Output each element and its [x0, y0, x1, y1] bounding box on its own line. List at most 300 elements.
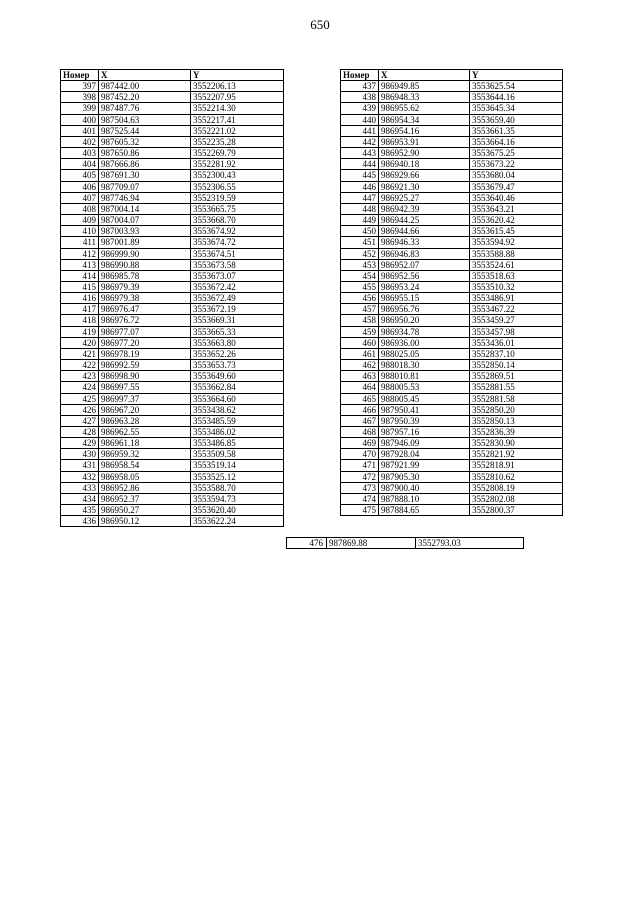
- cell-x: 986953.91: [379, 136, 470, 147]
- table-row: [341, 237, 563, 248]
- cell-y: 3552306.55: [191, 181, 284, 192]
- cell-x: 986950.12: [99, 516, 191, 527]
- cell-x: 987905.30: [379, 471, 470, 482]
- table-row: [61, 293, 284, 304]
- table-row: [341, 471, 563, 482]
- table-header-row: [61, 70, 284, 81]
- cell-y: 3552802.08: [470, 493, 563, 504]
- cell-y: 3552793.03: [418, 538, 461, 548]
- cell-number: 430: [61, 449, 99, 460]
- cell-number: 451: [341, 237, 379, 248]
- cell-y: 3553594.73: [191, 493, 284, 504]
- cell-y: 3553620.42: [470, 215, 563, 226]
- cell-number: 446: [341, 181, 379, 192]
- cell-y: 3553652.26: [191, 348, 284, 359]
- table-row: [61, 337, 284, 348]
- cell-number: 437: [341, 81, 379, 92]
- cell-y: 3553665.75: [191, 203, 284, 214]
- cell-number: 399: [61, 103, 99, 114]
- cell-number: 413: [61, 259, 99, 270]
- table-row: [61, 181, 284, 192]
- cell-y: 3553640.46: [470, 192, 563, 203]
- cell-x: 986961.18: [99, 438, 191, 449]
- cell-x: 987001.89: [99, 237, 191, 248]
- table-row: [61, 192, 284, 203]
- cell-number: 464: [341, 382, 379, 393]
- cell-x: 986940.18: [379, 159, 470, 170]
- cell-y: 3553625.54: [470, 81, 563, 92]
- table-row: [341, 259, 563, 270]
- table-row: [341, 103, 563, 114]
- table-row: [61, 460, 284, 471]
- cell-number: 424: [61, 382, 99, 393]
- cell-number: 463: [341, 371, 379, 382]
- table-row: [341, 482, 563, 493]
- cell-number: 421: [61, 348, 99, 359]
- table-row: [341, 460, 563, 471]
- table-row: [341, 170, 563, 181]
- cell-x: 986936.00: [379, 337, 470, 348]
- cell-y: 3553669.31: [191, 315, 284, 326]
- cell-x: 988025.05: [379, 348, 470, 359]
- table-row: [341, 449, 563, 460]
- coordinates-table-right: [340, 69, 563, 516]
- table-row: [341, 159, 563, 170]
- cell-y: 3553668.70: [191, 215, 284, 226]
- cell-number: 418: [61, 315, 99, 326]
- table-row: [341, 81, 563, 92]
- header-x: X: [99, 70, 191, 81]
- cell-x: 988010.81: [379, 371, 470, 382]
- cell-y: 3553665.33: [191, 326, 284, 337]
- cell-x: 986955.15: [379, 293, 470, 304]
- cell-x: 986952.86: [99, 482, 191, 493]
- cell-number: 452: [341, 248, 379, 259]
- cell-y: 3552207.95: [191, 92, 284, 103]
- table-row: [61, 471, 284, 482]
- table-row: [61, 493, 284, 504]
- cell-y: 3552281.92: [191, 159, 284, 170]
- cell-y: 3553467.22: [470, 304, 563, 315]
- cell-x: 986925.27: [379, 192, 470, 203]
- cell-x: 987691.30: [99, 170, 191, 181]
- cell-number: 468: [341, 427, 379, 438]
- cell-x: 986997.55: [99, 382, 191, 393]
- cell-number: 420: [61, 337, 99, 348]
- table-row: [341, 493, 563, 504]
- table-row: [341, 148, 563, 159]
- cell-y: 3553510.32: [470, 281, 563, 292]
- table-row: [61, 226, 284, 237]
- cell-x: 987487.76: [99, 103, 191, 114]
- cell-y: 3552869.51: [470, 371, 563, 382]
- cell-y: 3553663.80: [191, 337, 284, 348]
- table-row: [341, 215, 563, 226]
- cell-number: 456: [341, 293, 379, 304]
- cell-x: 987950.39: [379, 415, 470, 426]
- cell-y: 3553649.60: [191, 371, 284, 382]
- cell-y: 3553644.16: [470, 92, 563, 103]
- cell-number: 400: [61, 114, 99, 125]
- cell-x: 986963.28: [99, 415, 191, 426]
- cell-y: 3552221.02: [191, 125, 284, 136]
- cell-y: 3552850.14: [470, 360, 563, 371]
- cell-number: 439: [341, 103, 379, 114]
- cell-y: 3553664.16: [470, 136, 563, 147]
- cell-number: 434: [61, 493, 99, 504]
- table-row: [341, 427, 563, 438]
- table-row: [341, 326, 563, 337]
- cell-number: 419: [61, 326, 99, 337]
- cell-x: 986948.33: [379, 92, 470, 103]
- cell-y: 3553438.62: [191, 404, 284, 415]
- cell-x: 988005.45: [379, 393, 470, 404]
- cell-x: 986952.37: [99, 493, 191, 504]
- cell-number: 442: [341, 136, 379, 147]
- table-row: [341, 281, 563, 292]
- table-row: [61, 92, 284, 103]
- cell-y: 3553645.34: [470, 103, 563, 114]
- table-row: [61, 136, 284, 147]
- cell-x: 986976.72: [99, 315, 191, 326]
- header-y: Y: [470, 70, 563, 81]
- cell-x: 987605.32: [99, 136, 191, 147]
- table-row: [61, 304, 284, 315]
- cell-number: 462: [341, 360, 379, 371]
- cell-number: 398: [61, 92, 99, 103]
- cell-y: 3552206.13: [191, 81, 284, 92]
- cell-number: 414: [61, 270, 99, 281]
- table-row: [61, 505, 284, 516]
- cell-number: 403: [61, 148, 99, 159]
- table-row: [61, 449, 284, 460]
- table-row: [341, 337, 563, 348]
- cell-y: 3553622.24: [191, 516, 284, 527]
- cell-y: 3553525.12: [191, 471, 284, 482]
- cell-x: 987900.40: [379, 482, 470, 493]
- cell-x: 986952.07: [379, 259, 470, 270]
- cell-number: 461: [341, 348, 379, 359]
- cell-number: 405: [61, 170, 99, 181]
- cell-x: 986977.20: [99, 337, 191, 348]
- cell-x: 986946.33: [379, 237, 470, 248]
- cell-number: 438: [341, 92, 379, 103]
- cell-x: 986999.90: [99, 248, 191, 259]
- table-row: [341, 438, 563, 449]
- cell-number: 425: [61, 393, 99, 404]
- cell-number: 455: [341, 281, 379, 292]
- cell-number: 431: [61, 460, 99, 471]
- table-header-row: [341, 70, 563, 81]
- cell-y: 3553594.92: [470, 237, 563, 248]
- cell-number: 445: [341, 170, 379, 181]
- cell-x: 986976.47: [99, 304, 191, 315]
- cell-number: 436: [61, 516, 99, 527]
- cell-x: 986949.85: [379, 81, 470, 92]
- cell-y: 3553588.88: [470, 248, 563, 259]
- cell-y: 3553672.49: [191, 293, 284, 304]
- cell-number: 472: [341, 471, 379, 482]
- cell-number: 467: [341, 415, 379, 426]
- cell-y: 3552808.19: [470, 482, 563, 493]
- cell-x: 986967.20: [99, 404, 191, 415]
- table-row: [341, 226, 563, 237]
- cell-x: 986952.56: [379, 270, 470, 281]
- cell-y: 3552217.41: [191, 114, 284, 125]
- table-row: [61, 159, 284, 170]
- cell-y: 3553620.40: [191, 505, 284, 516]
- cell-y: 3553679.47: [470, 181, 563, 192]
- table-row: [61, 348, 284, 359]
- cell-x: 986998.90: [99, 371, 191, 382]
- cell-x: 986979.39: [99, 281, 191, 292]
- table-row: [61, 438, 284, 449]
- table-row: [341, 304, 563, 315]
- cell-x: 987004.07: [99, 215, 191, 226]
- cell-y: 3553436.01: [470, 337, 563, 348]
- cell-number: 447: [341, 192, 379, 203]
- table-row: [61, 148, 284, 159]
- cell-y: 3553457.98: [470, 326, 563, 337]
- table-row-476: [286, 537, 524, 549]
- cell-x: 987946.09: [379, 438, 470, 449]
- cell-number: 457: [341, 304, 379, 315]
- cell-number: 423: [61, 371, 99, 382]
- cell-x: 987950.41: [379, 404, 470, 415]
- cell-y: 3553673.07: [191, 270, 284, 281]
- table-row: [61, 81, 284, 92]
- table-row: [61, 404, 284, 415]
- cell-y: 3553672.42: [191, 281, 284, 292]
- cell-x: 987452.20: [99, 92, 191, 103]
- cell-y: 3552269.79: [191, 148, 284, 159]
- cell-y: 3553486.85: [191, 438, 284, 449]
- cell-y: 3553653.73: [191, 360, 284, 371]
- cell-x: 986921.30: [379, 181, 470, 192]
- cell-x: 986962.55: [99, 427, 191, 438]
- cell-number: 426: [61, 404, 99, 415]
- cell-x: 986979.38: [99, 293, 191, 304]
- table-row: [341, 136, 563, 147]
- table-row: [61, 371, 284, 382]
- table-row: [61, 315, 284, 326]
- cell-y: 3553524.61: [470, 259, 563, 270]
- table-row: [61, 326, 284, 337]
- table-row: [61, 270, 284, 281]
- cell-x: 987666.86: [99, 159, 191, 170]
- table-row: [61, 281, 284, 292]
- cell-number: 407: [61, 192, 99, 203]
- table-row: [61, 516, 284, 527]
- cell-y: 3552836.39: [470, 427, 563, 438]
- cell-number: 435: [61, 505, 99, 516]
- cell-x: 986959.32: [99, 449, 191, 460]
- cell-x: 986956.76: [379, 304, 470, 315]
- cell-number: 458: [341, 315, 379, 326]
- table-row: [61, 248, 284, 259]
- cell-number: 443: [341, 148, 379, 159]
- cell-x: 987921.99: [379, 460, 470, 471]
- cell-y: 3552850.13: [470, 415, 563, 426]
- table-row: [61, 393, 284, 404]
- cell-x: 987709.07: [99, 181, 191, 192]
- coordinates-table-left: [60, 69, 284, 527]
- table-row: [61, 170, 284, 181]
- cell-x: 986946.83: [379, 248, 470, 259]
- table-row: [341, 371, 563, 382]
- cell-y: 3552850.20: [470, 404, 563, 415]
- cell-y: 3553662.84: [191, 382, 284, 393]
- cell-y: 3552837.10: [470, 348, 563, 359]
- cell-x: 986929.66: [379, 170, 470, 181]
- table-row: [341, 270, 563, 281]
- cell-number: 432: [61, 471, 99, 482]
- cell-y: 3553680.04: [470, 170, 563, 181]
- cell-number: 473: [341, 482, 379, 493]
- cell-x: 987869.88: [327, 538, 416, 548]
- cell-y: 3553588.70: [191, 482, 284, 493]
- cell-x: 986944.66: [379, 226, 470, 237]
- table-row: [341, 248, 563, 259]
- table-row: [341, 114, 563, 125]
- cell-y: 3552300.43: [191, 170, 284, 181]
- cell-y: 3552319.59: [191, 192, 284, 203]
- cell-y: 3553519.14: [191, 460, 284, 471]
- cell-x: 988018.30: [379, 360, 470, 371]
- cell-x: 987504.63: [99, 114, 191, 125]
- cell-x: 987746.94: [99, 192, 191, 203]
- cell-y: 3552818.91: [470, 460, 563, 471]
- cell-y: 3553485.59: [191, 415, 284, 426]
- table-row: [61, 415, 284, 426]
- cell-x: 986950.27: [99, 505, 191, 516]
- cell-number: 433: [61, 482, 99, 493]
- cell-y: 3553673.22: [470, 159, 563, 170]
- cell-number: 465: [341, 393, 379, 404]
- cell-y: 3553675.25: [470, 148, 563, 159]
- table-row: [341, 181, 563, 192]
- cell-y: 3553674.72: [191, 237, 284, 248]
- header-x: X: [379, 70, 470, 81]
- cell-number: 441: [341, 125, 379, 136]
- cell-y: 3553661.35: [470, 125, 563, 136]
- table-row: [341, 415, 563, 426]
- cell-number: 444: [341, 159, 379, 170]
- cell-y: 3552810.62: [470, 471, 563, 482]
- table-row: [341, 203, 563, 214]
- cell-number: 422: [61, 360, 99, 371]
- cell-number: 448: [341, 203, 379, 214]
- cell-x: 986952.90: [379, 148, 470, 159]
- cell-number: 469: [341, 438, 379, 449]
- cell-y: 3553459.27: [470, 315, 563, 326]
- cell-number: 453: [341, 259, 379, 270]
- cell-number: 416: [61, 293, 99, 304]
- table-row: [61, 103, 284, 114]
- cell-number: 401: [61, 125, 99, 136]
- cell-y: 3552881.55: [470, 382, 563, 393]
- cell-x: 986977.07: [99, 326, 191, 337]
- cell-y: 3553673.58: [191, 259, 284, 270]
- cell-x: 986985.78: [99, 270, 191, 281]
- cell-number: 404: [61, 159, 99, 170]
- cell-y: 3553486.91: [470, 293, 563, 304]
- cell-y: 3552235.28: [191, 136, 284, 147]
- cell-x: 986990.88: [99, 259, 191, 270]
- cell-number: 410: [61, 226, 99, 237]
- cell-number: 476: [287, 538, 327, 548]
- cell-y: 3553509.58: [191, 449, 284, 460]
- cell-x: 986942.39: [379, 203, 470, 214]
- table-row: [61, 482, 284, 493]
- table-row: [341, 348, 563, 359]
- cell-number: 415: [61, 281, 99, 292]
- cell-number: 409: [61, 215, 99, 226]
- table-row: [341, 360, 563, 371]
- cell-x: 987004.14: [99, 203, 191, 214]
- header-number: Номер: [61, 70, 99, 81]
- table-row: [341, 125, 563, 136]
- cell-y: 3552214.30: [191, 103, 284, 114]
- cell-y: 3552881.58: [470, 393, 563, 404]
- cell-number: 466: [341, 404, 379, 415]
- table-row: [61, 382, 284, 393]
- cell-number: 417: [61, 304, 99, 315]
- cell-x: 986944.25: [379, 215, 470, 226]
- cell-y: 3553643.21: [470, 203, 563, 214]
- cell-number: 428: [61, 427, 99, 438]
- cell-y: 3552800.37: [470, 505, 563, 516]
- header-number: Номер: [341, 70, 379, 81]
- cell-x: 986950.20: [379, 315, 470, 326]
- cell-x: 986934.78: [379, 326, 470, 337]
- table-row: [61, 360, 284, 371]
- cell-x: 986958.05: [99, 471, 191, 482]
- cell-x: 988005.53: [379, 382, 470, 393]
- cell-number: 475: [341, 505, 379, 516]
- cell-y: 3553674.51: [191, 248, 284, 259]
- cell-y: 3553486.02: [191, 427, 284, 438]
- table-row: [341, 315, 563, 326]
- table-row: [341, 382, 563, 393]
- table-row: [341, 92, 563, 103]
- cell-x: 987650.86: [99, 148, 191, 159]
- cell-x: 986955.62: [379, 103, 470, 114]
- cell-number: 471: [341, 460, 379, 471]
- cell-number: 406: [61, 181, 99, 192]
- cell-y: 3553659.40: [470, 114, 563, 125]
- cell-number: 411: [61, 237, 99, 248]
- cell-number: 459: [341, 326, 379, 337]
- cell-x: 987888.10: [379, 493, 470, 504]
- table-row: [341, 393, 563, 404]
- table-row: [341, 505, 563, 516]
- table-row: [61, 114, 284, 125]
- cell-number: 402: [61, 136, 99, 147]
- cell-x: 987525.44: [99, 125, 191, 136]
- cell-number: 427: [61, 415, 99, 426]
- table-row: [61, 125, 284, 136]
- cell-number: 412: [61, 248, 99, 259]
- cell-y: 3553518.63: [470, 270, 563, 281]
- cell-number: 429: [61, 438, 99, 449]
- header-y: Y: [191, 70, 284, 81]
- page-number: 650: [310, 17, 330, 32]
- cell-number: 440: [341, 114, 379, 125]
- cell-number: 454: [341, 270, 379, 281]
- cell-number: 470: [341, 449, 379, 460]
- cell-x: 986958.54: [99, 460, 191, 471]
